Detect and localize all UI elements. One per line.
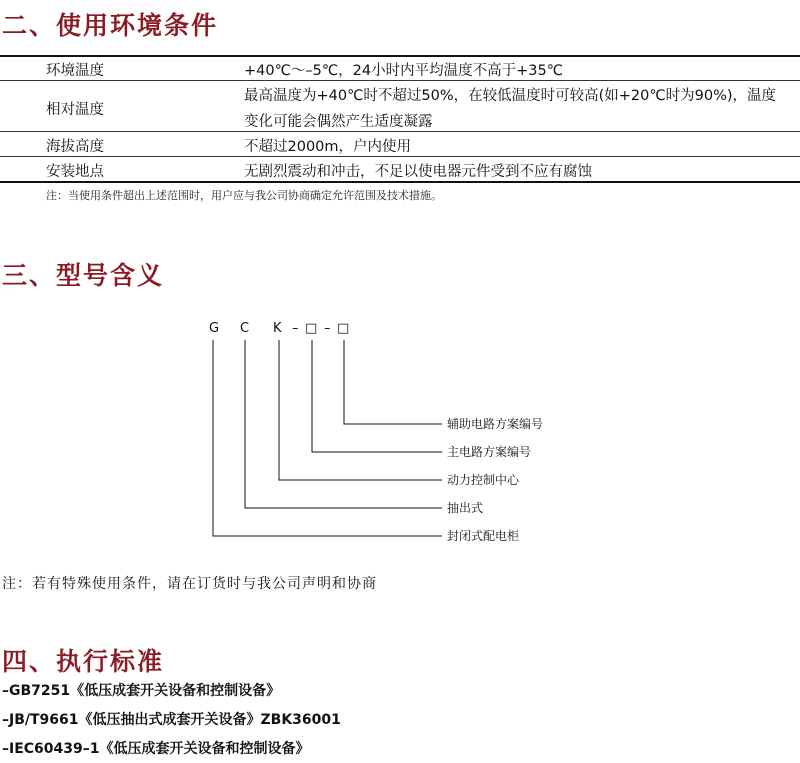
model-code-diagram [0, 300, 800, 550]
code-box-2: □ [337, 321, 350, 336]
environment-note: 注：当使用条件超出上述范围时，用户应与我公司协商确定允许范围及技术措施。 [46, 189, 442, 202]
legend-main-circuit: 主电路方案编号 [447, 445, 532, 459]
row-divider [0, 156, 800, 157]
row-label-ambient-temp: 环境温度 [46, 63, 104, 79]
legend-auxiliary-circuit: 辅助电路方案编号 [447, 417, 544, 431]
leader-line-auxiliary [344, 340, 442, 424]
row-value-humidity-line1: 最高温度为+40℃时不超过50%，在较低温度时可较高(如+20℃时为90%)，温度 [244, 88, 777, 104]
row-divider [0, 80, 800, 81]
code-box-1: □ [305, 321, 318, 336]
section-title-standards: 四、执行标准 [2, 647, 165, 676]
section-title-model-meaning: 三、型号含义 [2, 261, 165, 290]
legend-withdrawable: 抽出式 [447, 501, 484, 515]
row-value-installation: 无剧烈震动和冲击，不足以使电器元件受到不应有腐蚀 [244, 164, 592, 180]
legend-power-control-center: 动力控制中心 [447, 473, 520, 487]
row-label-altitude: 海拔高度 [46, 139, 104, 155]
row-value-altitude: 不超过2000m，户内使用 [244, 139, 412, 155]
standard-item: –JB/T9661《低压抽出式成套开关设备》ZBK36001 [2, 712, 341, 728]
row-label-installation: 安装地点 [46, 164, 104, 180]
legend-enclosed-cabinet: 封闭式配电柜 [447, 529, 520, 543]
table-bottom-rule [0, 181, 800, 183]
leader-line-power-center [279, 340, 442, 480]
row-label-humidity: 相对温度 [46, 102, 104, 118]
standard-item: –GB7251《低压成套开关设备和控制设备》 [2, 683, 281, 699]
row-value-humidity-line2: 变化可能会偶然产生适度凝露 [244, 114, 433, 130]
code-dash-2: – [324, 321, 331, 336]
standard-item: –IEC60439–1《低压成套开关设备和控制设备》 [2, 741, 310, 757]
code-letter-k: K [273, 321, 282, 336]
row-value-ambient-temp: +40℃～–5℃，24小时内平均温度不高于+35℃ [244, 63, 563, 79]
section-title-environment: 二、使用环境条件 [2, 11, 219, 40]
leader-line-enclosed [213, 340, 442, 536]
code-letter-c: C [240, 321, 250, 336]
leader-line-main-circuit [312, 340, 442, 452]
model-note: 注：若有特殊使用条件，请在订货时与我公司声明和协商 [2, 576, 377, 592]
code-dash-1: – [292, 321, 299, 336]
table-top-rule [0, 55, 800, 57]
code-letter-g: G [209, 321, 220, 336]
row-divider [0, 131, 800, 132]
